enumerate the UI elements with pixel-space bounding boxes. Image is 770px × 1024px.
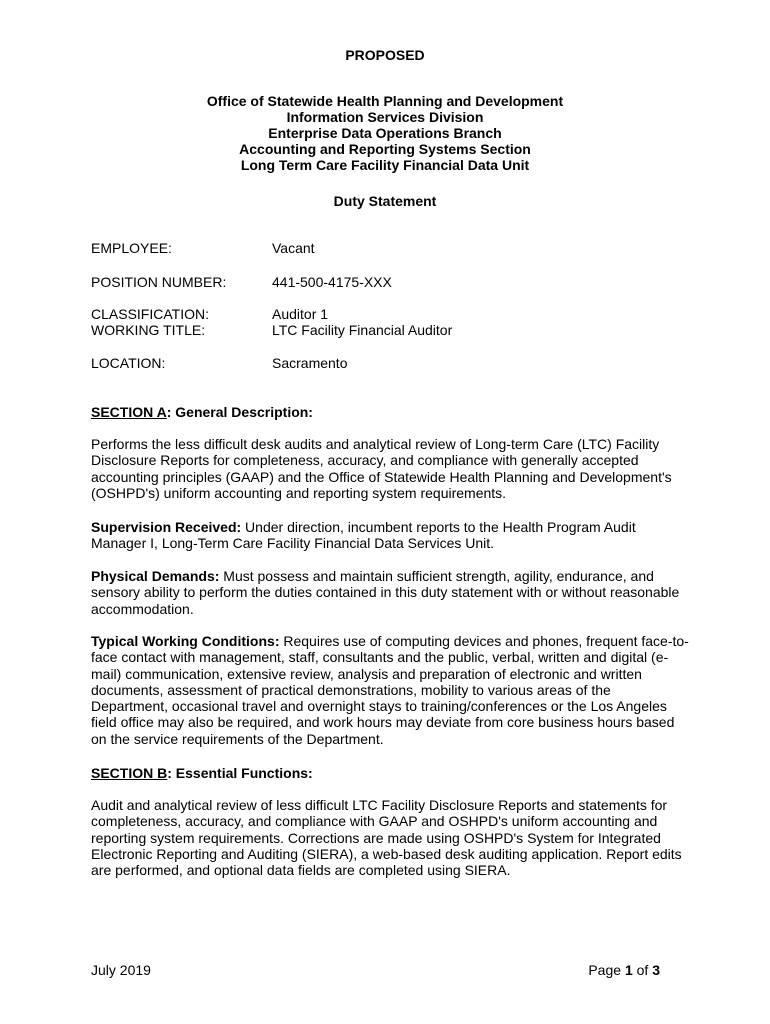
physical-demands-paragraph: [91, 568, 691, 617]
general-description: Performs the less difficult desk audits and analytical review of Long-term Care (LTC) Facility Disclosure Reports for completeness, accuracy, and compliance with generally accepted accounting principles (GAAP) and the Office of Statewide Health Planning and Development's (OSHPD's) uniform accounting and reporting system requirements.: [91, 436, 672, 501]
position-number-value: 441-500-4175-XXX: [272, 274, 392, 290]
org-line-unit: Long Term Care Facility Financial Data Unit: [240, 157, 530, 173]
essential-functions-paragraph: Audit and analytical review of less difficult LTC Facility Disclosure Reports and statements for completeness, accuracy, and compliance with GAAP and OSHPD's uniform accounting and reporting system requirements. Corrections are made using OSHPD's System for Integrated Electronic Reporting and Auditing (SIERA), a web-based desk auditing application. Report edits are performed, and optional data fields are completed using SIERA.: [91, 797, 682, 879]
org-line-section: Accounting and Reporting Systems Section: [239, 141, 531, 157]
supervision-text: Under direction, incumbent reports to the Health Program Audit Manager I, Long-Term Care Facility Financial Data Services Unit.: [91, 519, 636, 552]
working-title-value: LTC Facility Financial Auditor: [272, 322, 453, 338]
location-label: LOCATION:: [91, 355, 166, 371]
page-total: 3: [652, 962, 660, 978]
org-line-branch: Enterprise Data Operations Branch: [268, 125, 502, 141]
doc-title: Duty Statement: [333, 193, 437, 209]
classification-value: Auditor 1: [272, 306, 329, 322]
section-a-prefix: SECTION A: [91, 404, 167, 420]
location-value: Sacramento: [272, 355, 348, 371]
page-prefix: Page: [588, 962, 625, 978]
classification-label: CLASSIFICATION:: [91, 306, 209, 322]
physical-demands-label: Physical Demands:: [91, 568, 220, 584]
section-a-heading: [91, 404, 313, 420]
working-conditions-text: Requires use of computing devices and phones, frequent face-to-face contact with management, staff, consultants and the public, verbal, written and digital (e-mail) communication, extensive review, analysis and preparation of electronic and written documents, assessment of practical demonstrations, mobility to various areas of the Department, occasional travel and overnight stays to training/conferences or the Los Angeles field office may also be required, and work hours may deviate from core business hours based on the service requirements of the Department.: [91, 633, 689, 747]
employee-value: Vacant: [272, 240, 315, 256]
section-b-title: : Essential Functions:: [167, 765, 313, 781]
working-title-label: WORKING TITLE:: [91, 322, 206, 338]
supervision-label: Supervision Received:: [91, 519, 242, 535]
page-current: 1: [624, 962, 633, 978]
footer-date: July 2019: [91, 962, 151, 978]
section-b-heading: [91, 765, 313, 781]
working-conditions-paragraph: [91, 633, 691, 747]
working-conditions-label: Typical Working Conditions:: [91, 633, 280, 649]
proposed-label: PROPOSED: [345, 47, 425, 63]
org-line-division: Information Services Division: [286, 109, 484, 125]
section-a-title: : General Description:: [166, 404, 313, 420]
employee-label: EMPLOYEE:: [91, 240, 172, 256]
section-b-prefix: SECTION B: [91, 765, 168, 781]
org-line-office: Office of Statewide Health Planning and Development: [206, 93, 564, 109]
supervision-paragraph: [91, 519, 691, 552]
footer-page-number: [588, 962, 660, 978]
physical-demands-text: Must possess and maintain sufficient strength, agility, endurance, and sensory ability to perform the duties contained in this duty statement with or without reasonable accommodation.: [91, 568, 680, 617]
org-heading: [0, 93, 770, 173]
page-of: of: [632, 962, 653, 978]
position-number-label: POSITION NUMBER:: [91, 274, 227, 290]
